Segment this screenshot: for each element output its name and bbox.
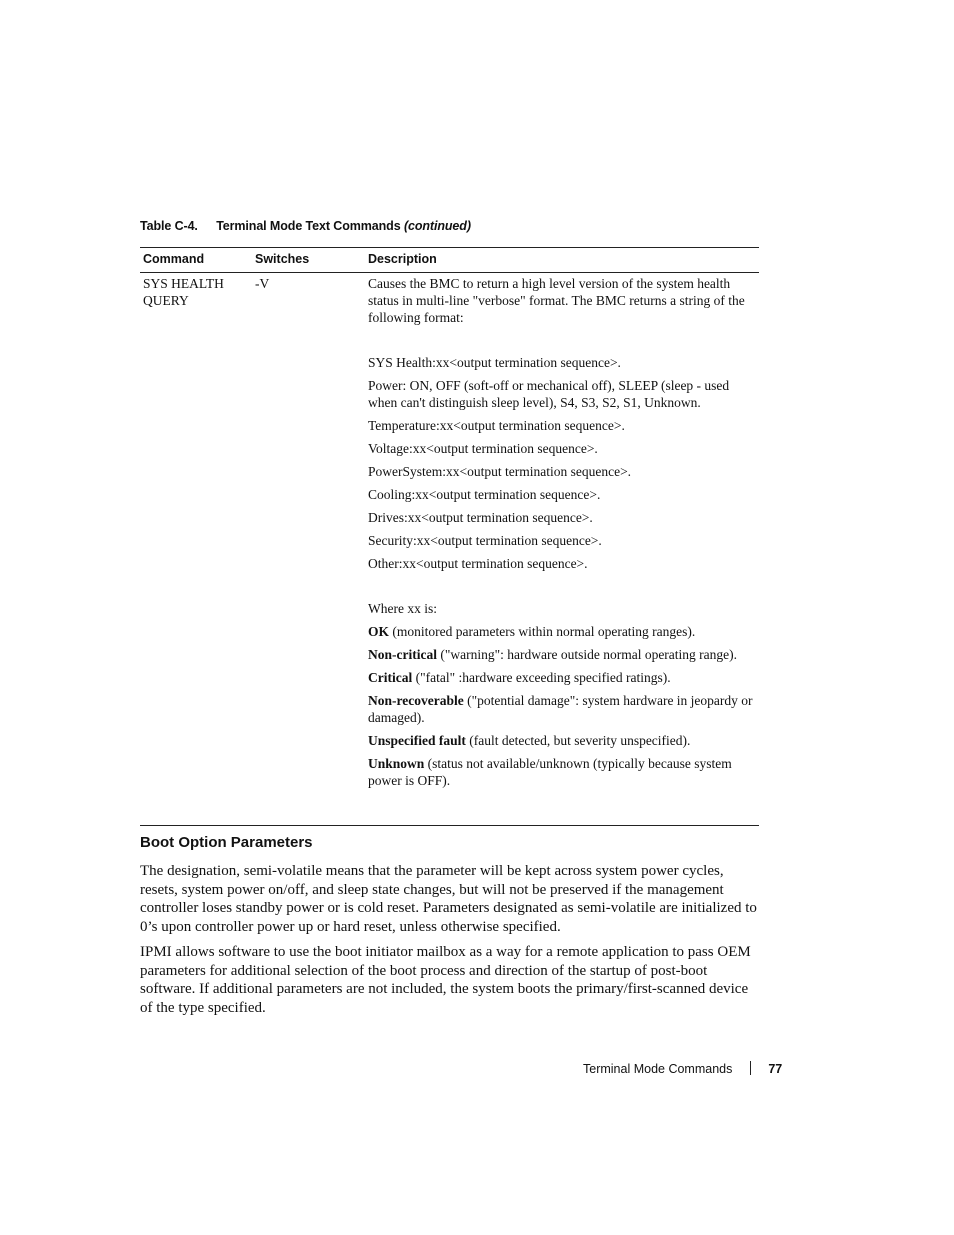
footer-divider [750,1061,751,1075]
table-title: Terminal Mode Text Commands [216,219,401,233]
body-paragraph: The designation, semi-volatile means that the parameter will be kept across system power cycles, resets, system power on/off, and sleep state changes, but will not be preserved if the management controller loses standby power or is cold reset. Parameters designated as semi-volatile are initialized to 0’s upon controller power up or hard reset, unless otherwise specified. [140,863,757,935]
status-item [368,692,756,726]
table-caption [140,219,471,233]
status-item [368,623,756,640]
table-row [140,273,759,825]
table-continued-label: (continued) [403,219,471,233]
header-command: Command [143,252,205,266]
format-line: Power: ON, OFF (soft-off or mechanical off), SLEEP (sleep - used when can't distinguish sleep level), S4, S3, S2, S1, Unknown. [368,378,730,410]
status-term: Unspecified fault [368,733,466,748]
status-item [368,755,756,789]
status-item [368,646,756,663]
format-line: Cooling:xx<output termination sequence>. [368,487,601,502]
status-term: Non-critical [368,647,437,662]
status-term: Non-recoverable [368,693,464,708]
format-line: Security:xx<output termination sequence>. [368,533,602,548]
format-line: Drives:xx<output termination sequence>. [368,510,593,525]
status-item [368,669,756,686]
status-text: ("potential damage": system hardware in jeopardy or damaged). [368,693,753,725]
format-line: PowerSystem:xx<output termination sequence>. [368,464,632,479]
status-text: (status not available/unknown (typically because system power is OFF). [368,756,732,788]
format-line: SYS Health:xx<output termination sequence>. [368,355,621,370]
footer-section-name: Terminal Mode Commands [583,1062,733,1076]
format-line: Other:xx<output termination sequence>. [368,556,588,571]
status-term: Unknown [368,756,425,771]
status-term: Critical [368,670,413,685]
status-text: (monitored parameters within normal operating ranges). [389,624,696,639]
format-line: Voltage:xx<output termination sequence>. [368,441,598,456]
status-item [368,732,756,749]
description-cell [368,273,756,789]
header-switches: Switches [255,252,310,266]
commands-table [140,247,759,826]
status-term: OK [368,624,390,639]
body-paragraph: IPMI allows software to use the boot initiator mailbox as a way for a remote application to pass OEM parameters for additional selection of the boot process and direction of the startup of post-boot software. If additional parameters are not included, the system boots the primary/first-scanned device of the type specified. [140,944,751,1016]
status-text: ("warning": hardware outside normal operating range). [436,647,738,662]
where-label: Where xx is: [368,601,437,616]
description-intro: Causes the BMC to return a high level version of the system health status in multi-line "verbose" format. The BMC returns a string of the following format: [368,276,745,325]
page-number: 77 [768,1062,783,1076]
section-body [140,862,758,1024]
header-description: Description [368,252,437,266]
page-footer [583,1061,782,1076]
format-line: Temperature:xx<output termination sequence>. [368,418,625,433]
switches-cell: -V [255,276,270,291]
command-cell: SYS HEALTH QUERY [143,276,224,308]
status-text: ("fatal" :hardware exceeding specified ratings). [412,670,671,685]
table-number: Table C-4. [140,219,198,233]
section-heading: Boot Option Parameters [140,834,313,851]
table-header-row [140,248,759,273]
status-text: (fault detected, but severity unspecified). [465,733,691,748]
